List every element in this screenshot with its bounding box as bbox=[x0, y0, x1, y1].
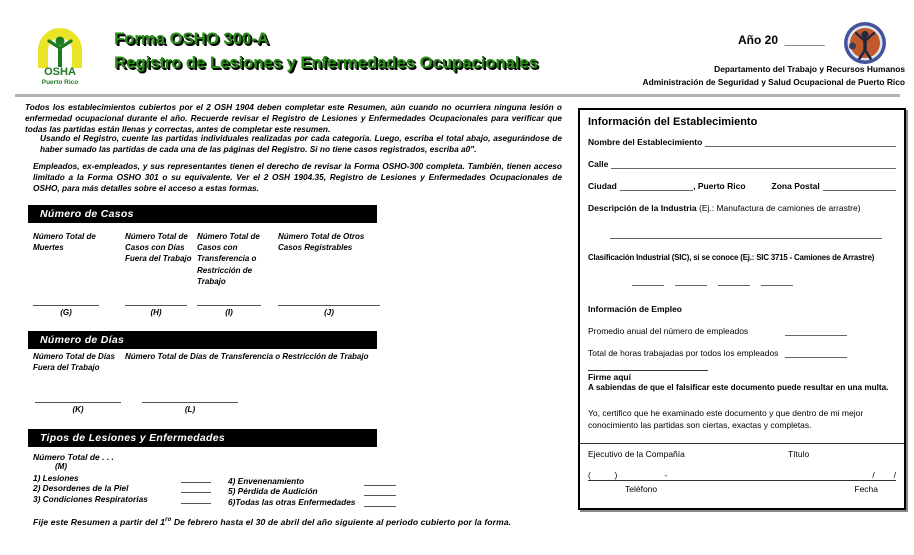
types-total-code-m: (M) bbox=[55, 462, 67, 471]
total-hours-label: Total de horas trabajadas por todos los empleados bbox=[588, 348, 779, 358]
total-days-away-field[interactable] bbox=[35, 396, 121, 403]
sic-digit-line[interactable] bbox=[632, 276, 664, 286]
list-item bbox=[228, 476, 396, 486]
industry-row bbox=[588, 203, 896, 213]
certify-row bbox=[588, 408, 896, 432]
column-code-g: (G) bbox=[60, 308, 72, 317]
types-list-right bbox=[228, 476, 396, 507]
department-line2: Administración de Seguridad y Salud Ocupacional de Puerto Rico bbox=[642, 76, 905, 87]
industry-hint: (Ej.: Manufactura de camiones de arrastre) bbox=[696, 203, 861, 213]
avg-employees-label: Promedio anual del número de empleados bbox=[588, 326, 749, 336]
osha-puerto-rico-logo bbox=[29, 22, 91, 88]
phone-label: Teléfono bbox=[625, 484, 658, 494]
types-total-label: Número Total de . . . bbox=[33, 452, 114, 462]
date-field[interactable]: / / bbox=[872, 470, 896, 480]
column-code-l: (L) bbox=[184, 405, 196, 414]
sign-here-label: Firme aquí bbox=[588, 372, 631, 382]
intro-paragraph-2: Usando el Registro, cuente las partidas individuales realizadas por cada categoría. Luego, escriba el total abajo, asegurándose de haber sumado las partidas de cada una de las páginas del Registro. Si no tiene casos registrados, escriba a0". bbox=[40, 133, 562, 154]
footnote-part1: Fije este Resumen a partir del 1 bbox=[33, 517, 166, 527]
type-condiciones-respiratorias-label: 3) Condiciones Respiratorias bbox=[33, 493, 148, 504]
type-otras-enfermedades-field[interactable] bbox=[364, 499, 396, 507]
street-field[interactable] bbox=[611, 159, 896, 169]
section-header-numero-de-dias: Número de Días bbox=[28, 331, 377, 349]
total-deaths-field[interactable] bbox=[33, 299, 99, 306]
list-item bbox=[228, 496, 396, 506]
total-transfer-cases-field[interactable] bbox=[197, 299, 261, 306]
industry-label: Descripción de la Industria bbox=[588, 203, 697, 213]
date-label: Fecha bbox=[854, 484, 878, 494]
warning-row bbox=[588, 383, 896, 392]
avg-employees-row bbox=[588, 326, 896, 336]
department-seal-icon bbox=[843, 21, 887, 65]
posting-instruction-note bbox=[33, 517, 511, 527]
signature-line[interactable] bbox=[588, 362, 708, 371]
city-field[interactable] bbox=[620, 181, 693, 191]
total-days-away-cases-field[interactable] bbox=[125, 299, 187, 306]
intro-paragraph-1: Todos los establecimientos cubiertos por el 2 OSH 1904 deben completar este Resumen, aún cuando no ocurriera ninguna lesión o enfermedad ocupacional durante el año. Recuerde revisar el Registro de Lesiones y Enfermedades Ocupacionales para verificar que todas las partidas están llenas y correctas, antes de completar este resumen. bbox=[25, 102, 562, 134]
column-label: Número Total de Casos con Días Fuera del Trabajo bbox=[125, 232, 192, 264]
type-desordenes-piel-field[interactable] bbox=[181, 485, 211, 493]
days-transfer-label: Número Total de Días de Transferencia o Restricción de Trabajo bbox=[125, 352, 369, 361]
type-perdida-audicion-field[interactable] bbox=[364, 488, 396, 496]
falsification-warning: A sabiendas de que el falsificar este documento puede resultar en una multa. bbox=[588, 383, 889, 392]
type-otras-enfermedades-label: 6)Todas las otras Enfermedades bbox=[228, 496, 356, 507]
divider-line bbox=[580, 443, 904, 444]
list-item bbox=[33, 473, 211, 483]
cases-column-deaths bbox=[33, 231, 123, 317]
list-item bbox=[33, 483, 211, 493]
year-field[interactable]: Año 20 ______ bbox=[738, 33, 825, 47]
total-hours-row bbox=[588, 348, 896, 358]
logo-osha-text: OSHA bbox=[44, 66, 76, 78]
total-other-cases-field[interactable] bbox=[278, 299, 380, 306]
street-row bbox=[588, 159, 896, 169]
department-line1: Departamento del Trabajo y Recursos Humanos bbox=[714, 64, 905, 74]
panel-title bbox=[588, 116, 896, 128]
type-envenenamiento-label: 4) Envenenamiento bbox=[228, 476, 305, 487]
phone-field[interactable]: ( ) - bbox=[588, 470, 668, 480]
sic-label: Clasificación Industrial (SIC), si se conoce (Ej.: SIC 3715 - Camiones de Arrastre) bbox=[588, 253, 875, 262]
column-code-k: (K) bbox=[72, 405, 84, 414]
list-item bbox=[33, 493, 211, 503]
section-header-tipos-de-lesiones: Tipos de Lesiones y Enfermedades bbox=[28, 429, 377, 447]
total-days-transfer-field[interactable] bbox=[142, 396, 238, 403]
sign-here-row bbox=[588, 372, 896, 382]
title-label: Título bbox=[788, 449, 810, 459]
industry-description-field[interactable] bbox=[610, 230, 882, 239]
establishment-name-field[interactable] bbox=[705, 137, 896, 147]
employment-title: Información de Empleo bbox=[588, 304, 682, 314]
type-perdida-audicion-label: 5) Pérdida de Audición bbox=[228, 486, 318, 497]
days-away-field-group bbox=[35, 396, 121, 414]
establishment-name-label: Nombre del Establecimiento bbox=[588, 137, 703, 147]
column-code-i: (I) bbox=[225, 308, 233, 317]
intro-paragraph-3: Empleados, ex-empleados, y sus representantes tienen el derecho de revisar la Forma OSHO-300 completa. También, tienen acceso limitado a la Forma OSHO 301 o su equivalente. Ver el 2 OSH 1904.35, Registro de Lesiones y Enfermedades Ocupacionales de OSHO, para más detalles sobre el acceso a estas formas. bbox=[33, 161, 562, 193]
zip-label: Zona Postal bbox=[771, 181, 820, 191]
column-label: Número Total de Casos con Transferencia o Restricción de Trabajo bbox=[197, 232, 260, 286]
type-lesiones-field[interactable] bbox=[181, 475, 211, 483]
street-label: Calle bbox=[588, 159, 609, 169]
total-hours-field[interactable] bbox=[785, 348, 847, 358]
phone-date-row bbox=[588, 468, 896, 481]
executive-label: Ejecutivo de la Compañía bbox=[588, 449, 685, 459]
avg-employees-field[interactable] bbox=[785, 326, 847, 336]
days-transfer-field-group bbox=[142, 396, 238, 414]
sic-digit-line[interactable] bbox=[675, 276, 707, 286]
panel-title-text: Información del Establecimiento bbox=[588, 116, 758, 128]
establishment-info-panel bbox=[578, 108, 906, 510]
footnote-superscript: ro bbox=[165, 517, 172, 524]
sic-row bbox=[588, 253, 896, 262]
list-item bbox=[228, 486, 396, 496]
section-header-numero-de-casos: Número de Casos bbox=[28, 205, 377, 223]
sic-digit-line[interactable] bbox=[718, 276, 750, 286]
type-condiciones-respiratorias-field[interactable] bbox=[181, 496, 211, 504]
form-title-line1: Forma OSHO 300-A bbox=[114, 29, 269, 48]
sic-digit-fields bbox=[632, 276, 804, 288]
logo-person-icon bbox=[49, 37, 71, 67]
cases-column-transfer-restriction bbox=[197, 231, 279, 317]
header-divider bbox=[15, 94, 900, 97]
city-suffix: , Puerto Rico bbox=[693, 181, 746, 191]
form-title-line2: Registro de Lesiones y Enfermedades Ocupacionales bbox=[114, 52, 538, 72]
type-lesiones-label: 1) Lesiones bbox=[33, 473, 79, 484]
logo-region-text: Puerto Rico bbox=[41, 79, 79, 86]
certification-statement: Yo, certifico que he examinado este documento y que dentro de mi mejor conocimiento las partidas son ciertas, exactas y completas. bbox=[588, 408, 864, 430]
column-label: Número Total de Muertes bbox=[33, 232, 96, 253]
executive-row bbox=[588, 449, 896, 459]
city-row bbox=[588, 181, 896, 191]
column-label: Número Total de Otros Casos Registrables bbox=[278, 232, 365, 253]
sic-digit-line[interactable] bbox=[761, 276, 793, 286]
footnote-part2: De febrero hasta el 30 de abril del año siguiente al periodo cubierto por la forma. bbox=[171, 517, 512, 527]
days-away-label: Número Total de Días Fuera del Trabajo bbox=[33, 352, 115, 373]
type-envenenamiento-field[interactable] bbox=[364, 478, 396, 486]
cases-column-other-recordable bbox=[278, 231, 380, 317]
column-code-j: (J) bbox=[324, 308, 334, 317]
city-label: Ciudad bbox=[588, 181, 617, 191]
type-desordenes-piel-label: 2) Desordenes de la Piel bbox=[33, 483, 129, 494]
employment-title-row bbox=[588, 304, 896, 314]
column-code-h: (H) bbox=[150, 308, 162, 317]
establishment-name-row bbox=[588, 137, 896, 147]
form-title bbox=[114, 27, 538, 75]
cases-column-days-away bbox=[125, 231, 199, 317]
zip-field[interactable] bbox=[823, 181, 896, 191]
seal-gear-icon bbox=[849, 43, 856, 50]
department-header bbox=[575, 63, 905, 88]
types-list-left bbox=[33, 473, 211, 504]
